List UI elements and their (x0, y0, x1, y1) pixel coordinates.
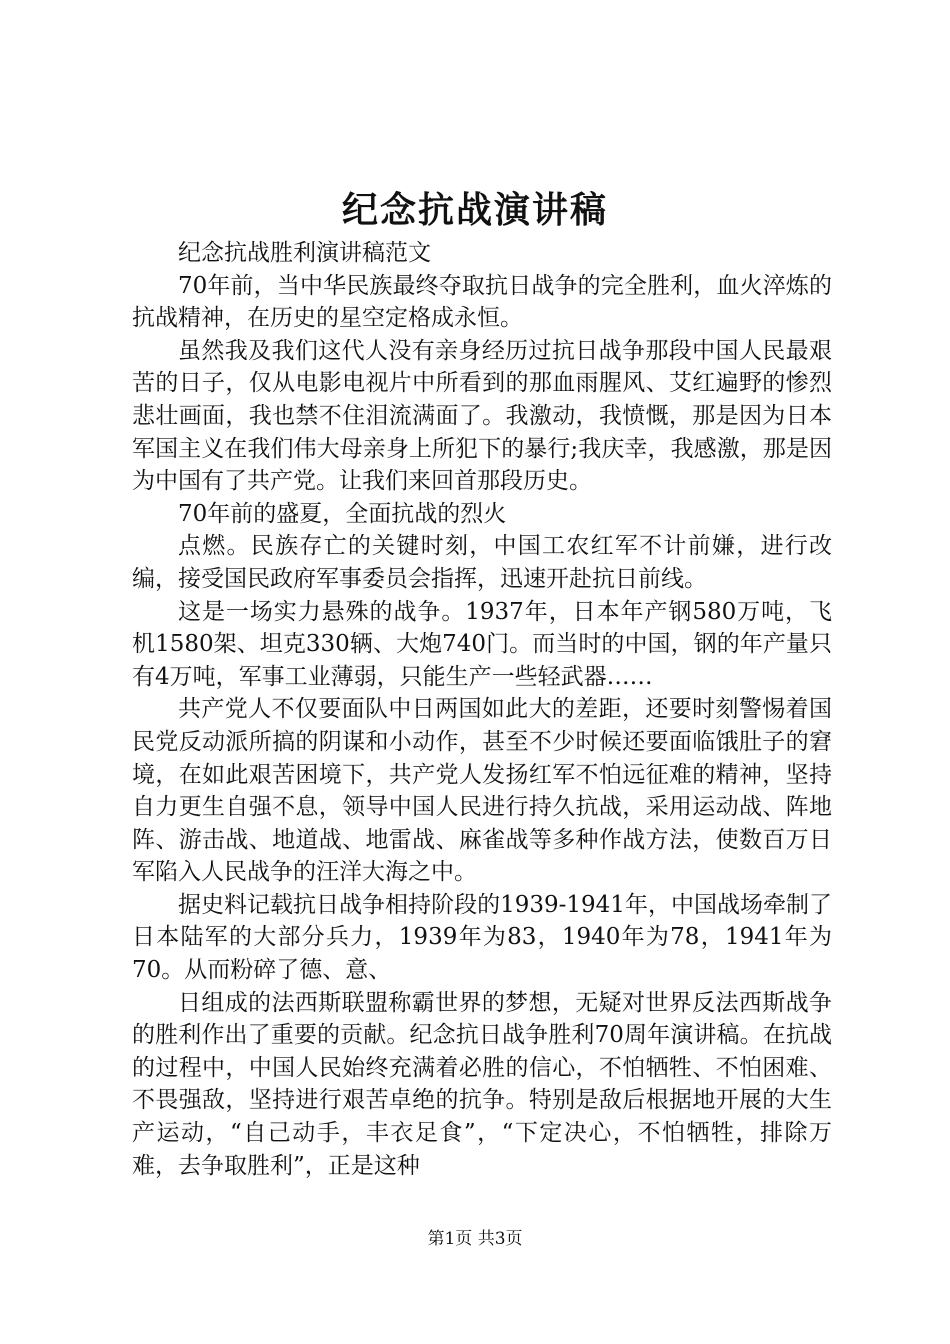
paragraph: 点燃。民族存亡的关键时刻，中国工农红军不计前嫌，进行改编，接受国民政府军事委员会指挥，迅速开赴抗日前线。 (132, 533, 832, 592)
page-number-footer: 第1页 共3页 (427, 1229, 523, 1249)
paragraph-subtitle: 纪念抗战胜利演讲稿范文 (178, 240, 431, 266)
paragraph: 70年前，当中华民族最终夺取抗日战争的完全胜利，血火淬炼的抗战精神，在历史的星空定格成永恒。 (132, 272, 832, 332)
paragraph: 这是一场实力悬殊的战争。1937年，日本年产钢580万吨，飞机1580架、坦克330辆、大炮740门。而当时的中国，钢的年产量只有4万吨，军事工业薄弱，只能生产一些轻武器…… (132, 598, 832, 690)
paragraph: 虽然我及我们这代人没有亲身经历过抗日战争那段中国人民最艰苦的日子，仅从电影电视片中所看到的那血雨腥风、艾红遍野的惨烈悲壮画面，我也禁不住泪流满面了。我激动，我愤慨，那是因为日本军国主义在我们伟大母亲身上所犯下的暴行;我庆幸，我感激，那是因为中国有了共产党。让我们来回首那段历史。 (132, 337, 832, 495)
document-body (132, 237, 832, 1182)
paragraph: 据史料记载抗日战争相持阶段的1939-1941年，中国战场牵制了日本陆军的大部分兵力，1939年为83，1940年为78，1941年为70。从而粉碎了德、意、 (132, 891, 832, 984)
paragraph: 70年前的盛夏，全面抗战的烈火 (178, 500, 507, 527)
paragraph: 日组成的法西斯联盟称霸世界的梦想，无疑对世界反法西斯战争的胜利作出了重要的贡献。纪念抗日战争胜利70周年演讲稿。在抗战的过程中，中国人民始终充满着必胜的信心，不怕牺牲、不怕困难、不畏强敌，坚持进行艰苦卓绝的抗争。特别是敌后根据地开展的大生产运动，“自己动手，丰衣足食”，“下定决心，不怕牺牲，排除万难，去争取胜利”，正是这种 (132, 989, 832, 1179)
paragraph: 共产党人不仅要面队中日两国如此大的差距，还要时刻警惕着国民党反动派所搞的阴谋和小动作，甚至不少时候还要面临饿肚子的窘境，在如此艰苦困境下，共产党人发扬红军不怕远征难的精神，坚持自力更生自强不息，领导中国人民进行持久抗战，采用运动战、阵地阵、游击战、地道战、地雷战、麻雀战等多种作战方法，使数百万日军陷入人民战争的汪洋大海之中。 (132, 696, 832, 886)
document-title: 纪念抗战演讲稿 (341, 189, 608, 231)
